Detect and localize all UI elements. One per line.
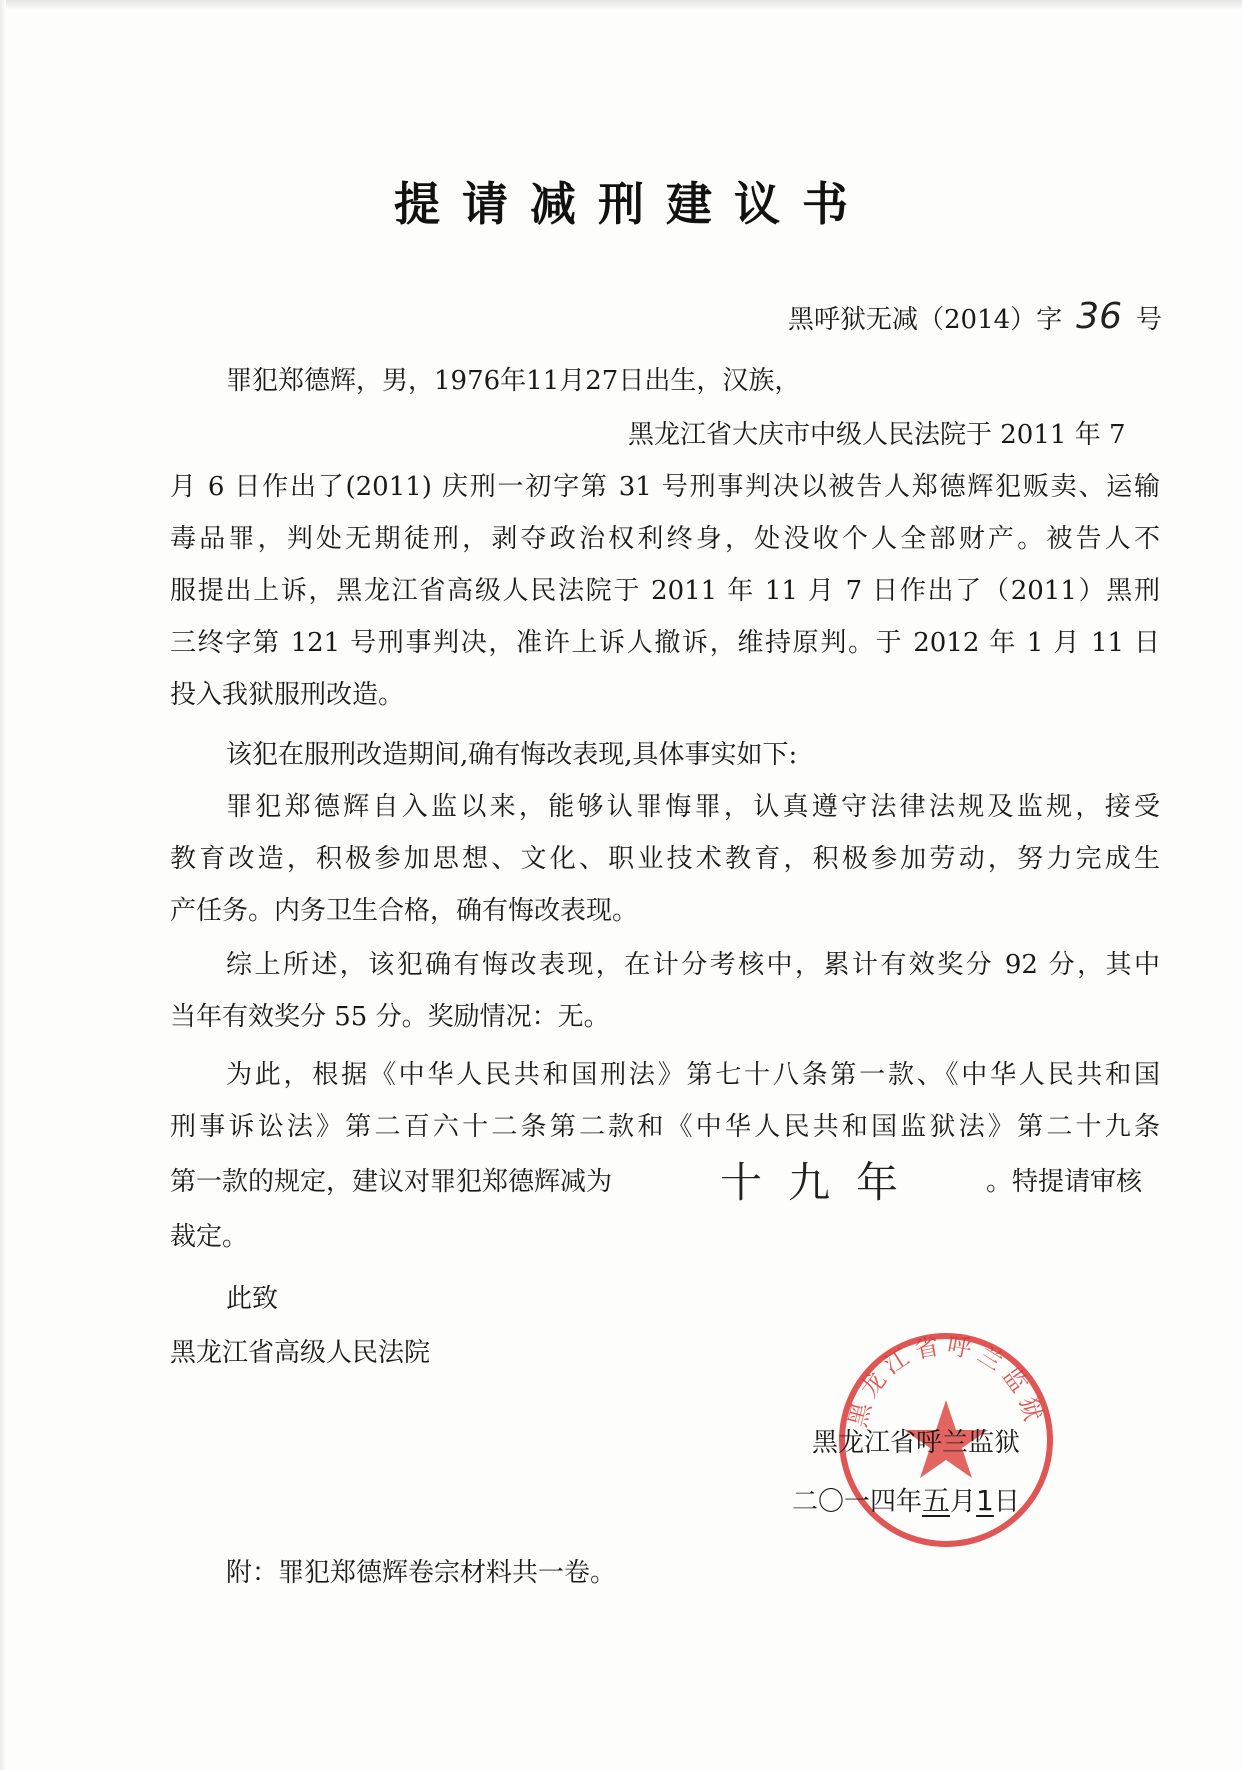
- document-number-handwritten: 36: [1076, 296, 1122, 337]
- para1-line6: 三终字第 121 号刑事判决，准许上诉人撤诉，维持原判。于 2012 年 1 月 11 日: [170, 628, 1160, 658]
- sender-name: 黑龙江省呼兰监狱: [812, 1428, 1021, 1458]
- para1-line4: 毒品罪，判处无期徒刑，剥夺政治权利终身，处没收个人全部财产。被告人不: [170, 524, 1160, 554]
- para1-line3: 月 6 日作出了(2011) 庆刑一初字第 31 号刑事判决以被告人郑德辉犯贩卖、运输: [170, 472, 1160, 502]
- para4-line1: 综上所述，该犯确有悔改表现，在计分考核中，累计有效奖分 92 分，其中: [226, 950, 1160, 980]
- para5-line3: 第一款的规定，建议对罪犯郑德辉减为: [170, 1167, 613, 1197]
- para5-line1: 为此，根据《中华人民共和国刑法》第七十八条第一款、《中华人民共和国: [226, 1060, 1160, 1090]
- attachment-note: 附：罪犯郑德辉卷宗材料共一卷。: [226, 1558, 617, 1588]
- para5-line4: 裁定。: [170, 1222, 249, 1252]
- para1-line1: 罪犯郑德辉，男，1976年11月27日出生，汉族，: [226, 366, 801, 396]
- date-month-handwritten: 五: [922, 1484, 951, 1517]
- salutation: 此致: [226, 1284, 279, 1314]
- para3-line3: 产任务。内务卫生合格，确有悔改表现。: [170, 896, 639, 926]
- para1-line2: 黑龙江省大庆市中级人民法院于 2011 年 7: [628, 420, 1126, 450]
- signature-date: [792, 1484, 1020, 1519]
- para1-line7: 投入我狱服刑改造。: [170, 680, 405, 710]
- document-number-suffix: 号: [1135, 305, 1162, 335]
- document-number-prefix: 黑呼狱无减（2014）字: [788, 305, 1063, 335]
- para2-line1: 该犯在服刑改造期间,确有悔改表现,具体事实如下:: [226, 740, 798, 770]
- para5-after-penalty: 。特提请审核: [986, 1167, 1143, 1197]
- para3-line2: 教育改造，积极参加思想、文化、职业技术教育，积极参加劳动，努力完成生: [170, 844, 1160, 874]
- date-day-suffix: 日: [993, 1487, 1020, 1517]
- handwritten-penalty: 十九年: [720, 1158, 925, 1207]
- svg-text:黑龙江省呼兰监狱: 黑龙江省呼兰监狱: [843, 1331, 1049, 1430]
- para3-line1: 罪犯郑德辉自入监以来，能够认罪悔罪，认真遵守法律法规及监规，接受: [226, 792, 1160, 822]
- date-month-suffix: 月: [950, 1487, 977, 1517]
- para4-line2: 当年有效奖分 55 分。奖励情况：无。: [170, 1002, 610, 1032]
- para1-line5: 服提出上诉，黑龙江省高级人民法院于 2011 年 11 月 7 日作出了（2011）黑刑: [170, 576, 1160, 606]
- scan-shadow-left: [0, 0, 6, 1770]
- document-title: 提请减刑建议书: [394, 177, 870, 231]
- date-year: 二〇一四年: [792, 1487, 923, 1517]
- para5-line2: 刑事诉讼法》第二百六十二条第二款和《中华人民共和国监狱法》第二十九条: [170, 1112, 1160, 1142]
- scan-shadow-top: [0, 0, 1242, 10]
- date-day-handwritten: 1: [976, 1484, 994, 1517]
- document-number: [788, 296, 1162, 337]
- recipient: 黑龙江省高级人民法院: [170, 1338, 431, 1368]
